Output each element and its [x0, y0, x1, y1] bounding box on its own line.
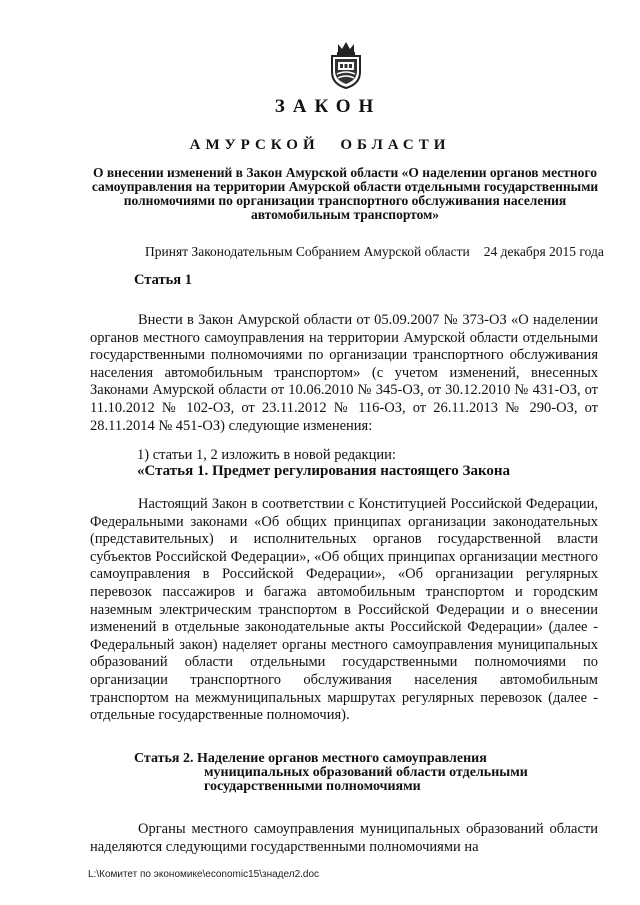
- quoted-article-heading: «Статья 1. Предмет регулирования настоящего Закона: [137, 463, 511, 479]
- article-2-heading-line-3: государственными полномочиями: [204, 779, 421, 794]
- law-subject: О внесении изменений в Закон Амурской области «О наделении органов местного самоуправления на территории Амурской области отдельными государственными полномочиями по организации транспортного обслуживания населения автомобильным транспортом»: [91, 165, 599, 222]
- adoption-text: Принят Законодательным Собранием Амурской области: [145, 244, 470, 259]
- article-2-heading-line-1: Статья 2. Наделение органов местного самоуправления: [134, 751, 487, 766]
- adoption-line: [145, 244, 604, 260]
- article-1-heading: Статья 1: [134, 272, 192, 288]
- region-word-1: АМУРСКОЙ: [189, 137, 320, 153]
- article-2-heading-line-2: муниципальных образований области отдельными: [204, 765, 528, 780]
- article-2-body: Органы местного самоуправления муниципальных образований области наделяются следующими государственными полномочиями на: [90, 821, 598, 855]
- quoted-article-body: Настоящий Закон в соответствии с Конституцией Российской Федерации, Федеральными законами «Об общих принципах организации законодательных (представительных) и исполнительных органов государственной власти субъектов Российской Федерации», «Об общих принципах организации местного самоуправления в Российской Федерации», «Об организации регулярных перевозок пассажиров и багажа автомобильным транспортом и городским наземным электрическим транспортом в Российской Федерации и о внесении изменений в отдельные законодательные акты Российской Федерации» (далее - Федеральный закон) наделяет органы местного самоуправления муниципальных образований области отдельными государственными полномочиями по организации транспортного обслуживания населения автомобильным транспортом на межмуниципальных маршрутах регулярных перевозок (далее - отдельные государственные полномочия).: [90, 496, 598, 724]
- file-path-footer: L:\Комитет по экономике\economic15\знадел2.doc: [88, 869, 320, 880]
- article-1-body: Внести в Закон Амурской области от 05.09.2007 № 373-ОЗ «О наделении органов местного самоуправления на территории Амурской области отдельными государственными полномочиями по организации транспортного обслуживания населения автомобильным транспортом» (с учетом изменений, внесенных Законами Амурской области от 10.06.2010 № 345-ОЗ, от 30.12.2010 № 431-ОЗ, от 11.10.2012 № 102-ОЗ, от 23.11.2012 № 116-ОЗ, от 26.11.2013 № 290-ОЗ, от 28.11.2014 № 451-ОЗ) следующие изменения:: [90, 312, 598, 434]
- region-word-2: ОБЛАСТИ: [340, 137, 451, 153]
- adoption-date: 24 декабря 2015 года: [483, 244, 604, 259]
- amendment-item-1: 1) статьи 1, 2 изложить в новой редакции:: [137, 447, 396, 463]
- article-2-heading: [134, 752, 594, 794]
- coat-of-arms-icon: [326, 40, 366, 90]
- region-title: [0, 137, 640, 154]
- law-title: ЗАКОН: [274, 96, 382, 117]
